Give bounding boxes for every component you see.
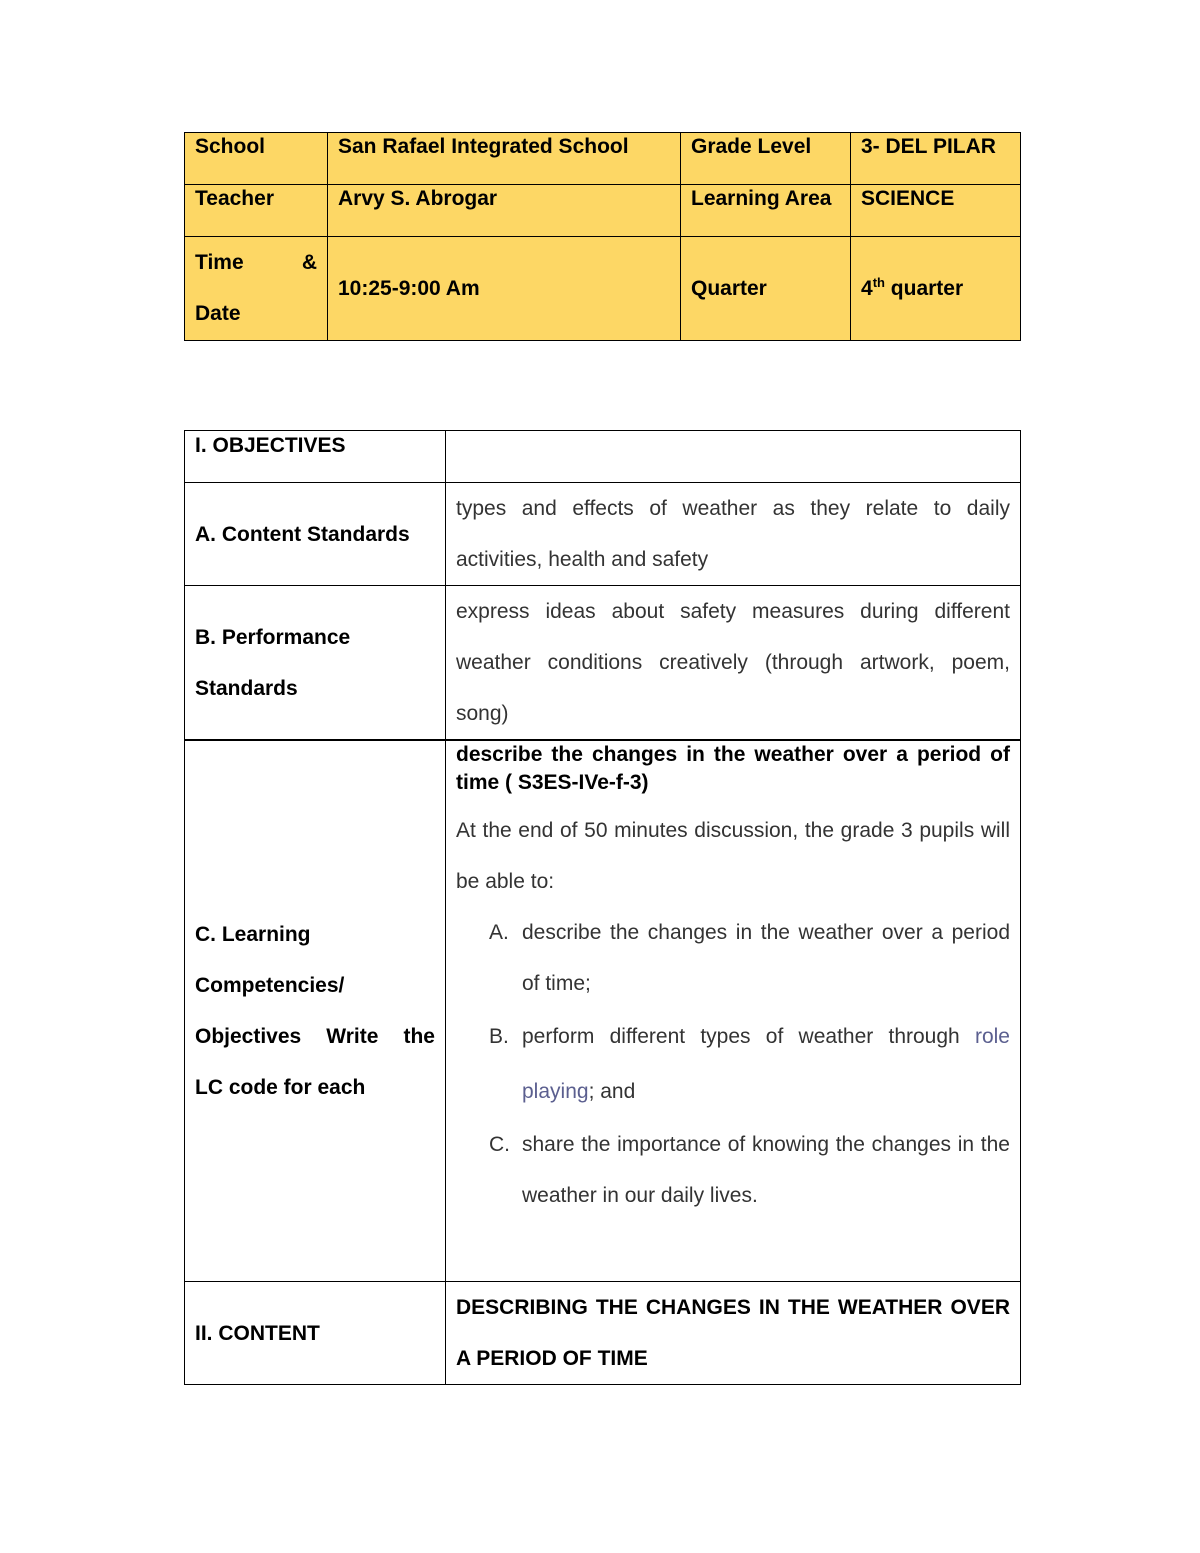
learning-label-word-the: the	[403, 1025, 435, 1048]
objective-list	[456, 907, 1010, 1221]
teacher-value: Arvy S. Abrogar	[328, 185, 681, 237]
objectives-section-empty	[446, 431, 1021, 483]
learning-label-line1: C. Learning	[195, 923, 311, 946]
performance-standards-text: express ideas about safety measures during different weather conditions creatively (through artwork, poem, song)	[446, 586, 1021, 741]
header-row-time	[185, 237, 1021, 341]
objectives-section-label: I. OBJECTIVES	[185, 431, 446, 483]
performance-label-line1: B. Performance	[195, 625, 351, 649]
content-standards-text: types and effects of weather as they relate to daily activities, health and safety	[446, 483, 1021, 586]
performance-standards-row	[185, 586, 1021, 741]
objective-item-c	[489, 1119, 1010, 1221]
quarter-number: 4	[861, 277, 873, 300]
ampersand-label: &	[301, 251, 317, 274]
content-label: II. CONTENT	[185, 1282, 446, 1385]
time-value: 10:25-9:00 Am	[328, 237, 681, 341]
objectives-section-row	[185, 431, 1021, 483]
performance-label-line2: Standards	[195, 676, 298, 700]
grade-level-label: Grade Level	[681, 133, 851, 185]
quarter-value	[851, 237, 1021, 341]
objective-item-b	[489, 1009, 1010, 1119]
objective-text-a: describe the changes in the weather over a period of time;	[522, 921, 1010, 995]
learning-label-line3	[195, 1011, 435, 1062]
learning-competencies-label	[185, 740, 446, 1282]
date-label: Date	[195, 302, 241, 325]
grade-level-value: 3- DEL PILAR	[851, 133, 1021, 185]
learning-area-value: SCIENCE	[851, 185, 1021, 237]
header-row-teacher	[185, 185, 1021, 237]
objective-text-b: perform different types of weather through	[522, 1025, 975, 1048]
quarter-suffix: th	[872, 275, 885, 290]
teacher-label: Teacher	[185, 185, 328, 237]
objective-marker-a: A.	[489, 921, 509, 944]
learning-competencies-row	[185, 740, 1021, 1282]
content-row	[185, 1282, 1021, 1385]
time-date-label	[185, 237, 328, 341]
quarter-text: quarter	[884, 277, 964, 300]
objective-text-c: share the importance of knowing the changes in the weather in our daily lives.	[522, 1133, 1010, 1207]
performance-standards-label	[185, 586, 446, 741]
content-text: DESCRIBING THE CHANGES IN THE WEATHER OVER A PERIOD OF TIME	[446, 1282, 1021, 1385]
competency-intro: At the end of 50 minutes discussion, the grade 3 pupils will be able to:	[456, 819, 1010, 893]
time-label: Time	[195, 251, 244, 274]
school-label: School	[185, 133, 328, 185]
objective-text-b-roleplay: role playing	[522, 1025, 1010, 1103]
objective-item-a	[489, 907, 1010, 1009]
objective-text-b-end: ; and	[588, 1080, 636, 1103]
content-standards-label: A. Content Standards	[185, 483, 446, 586]
learning-label-word-objectives: Objectives	[195, 1025, 302, 1048]
learning-area-label: Learning Area	[681, 185, 851, 237]
content-standards-row	[185, 483, 1021, 586]
learning-label-word-write: Write	[326, 1025, 379, 1048]
school-value: San Rafael Integrated School	[328, 133, 681, 185]
competency-title: describe the changes in the weather over a period of time ( S3ES-IVe-f-3)	[456, 743, 1010, 794]
quarter-label: Quarter	[681, 237, 851, 341]
learning-label-line2: Competencies/	[195, 974, 345, 997]
lesson-header-table	[184, 132, 1021, 341]
learning-label-line4: LC code for each	[195, 1076, 366, 1099]
objectives-table	[184, 430, 1021, 1385]
objective-marker-c: C.	[489, 1133, 510, 1156]
objective-marker-b: B.	[489, 1025, 509, 1048]
header-row-school	[185, 133, 1021, 185]
learning-competencies-content	[446, 740, 1021, 1282]
